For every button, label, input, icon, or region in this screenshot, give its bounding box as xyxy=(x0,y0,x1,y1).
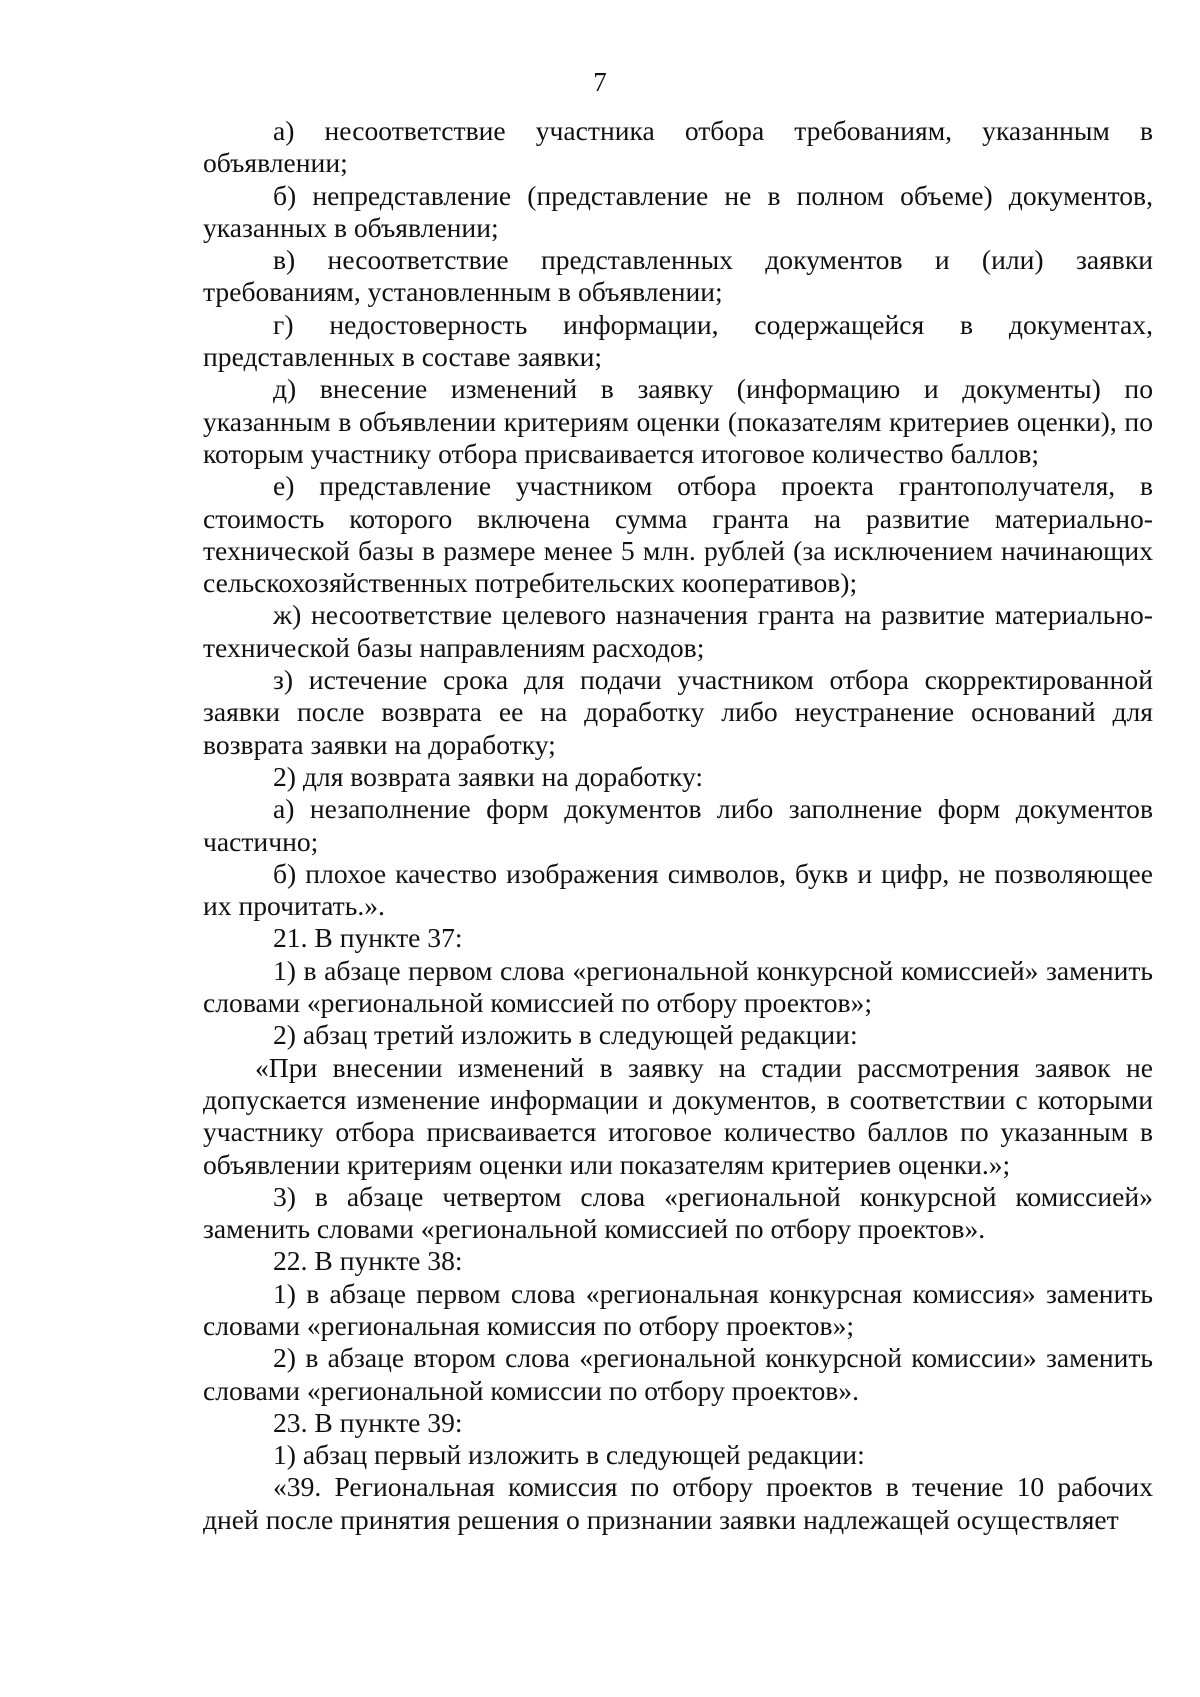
paragraph: д) внесение изменений в заявку (информацию и документы) по указанным в объявлении критериям оценки (показателям критериев оценки), по которым участнику отбора присваивается итоговое количество баллов; xyxy=(203,373,1153,469)
paragraph: б) непредставление (представление не в полном объеме) документов, указанных в объявлении; xyxy=(203,179,1153,243)
paragraph: ж) несоответствие целевого назначения гранта на развитие материально-технической базы направлениям расходов; xyxy=(203,599,1153,663)
paragraph: 22. В пункте 38: xyxy=(273,1245,463,1277)
paragraph: 2) в абзаце втором слова «региональной конкурсной комиссии» заменить словами «региональной комиссии по отбору проектов». xyxy=(203,1342,1153,1406)
paragraph: 1) в абзаце первом слова «региональной конкурсной комиссией» заменить словами «региональной комиссией по отбору проектов»; xyxy=(203,954,1153,1019)
paragraph: 1) абзац первый изложить в следующей редакции: xyxy=(273,1439,865,1471)
paragraph: а) несоответствие участника отбора требованиям, указанным в объявлении; xyxy=(203,115,1153,179)
paragraph: б) плохое качество изображения символов, букв и цифр, не позволяющее их прочитать.». xyxy=(203,857,1153,922)
paragraph: 1) в абзаце первом слова «региональная конкурсная комиссия» заменить словами «региональная комиссия по отбору проектов»; xyxy=(203,1277,1153,1341)
paragraph: 23. В пункте 39: xyxy=(273,1406,463,1438)
paragraph: а) незаполнение форм документов либо заполнение форм документов частично; xyxy=(203,793,1153,857)
paragraph: 21. В пункте 37: xyxy=(273,922,463,954)
paragraph: г) недостоверность информации, содержащейся в документах, представленных в составе заявки; xyxy=(203,308,1153,373)
quoted-paragraph: «При внесении изменений в заявку на стадии рассмотрения заявок не допускается изменение информации и документов, в соответствии с которыми участнику отбора присваивается итоговое количество баллов по указанным в объявлении критериям оценки или показателям критериев оценки.»; xyxy=(203,1051,1153,1180)
paragraph: в) несоответствие представленных документов и (или) заявки требованиям, установленным в объявлении; xyxy=(203,244,1153,308)
paragraph: з) истечение срока для подачи участником отбора скорректированной заявки после возврата ее на доработку либо неустранение оснований для возврата заявки на доработку; xyxy=(203,664,1153,760)
document-body xyxy=(203,115,1153,1536)
page-number: 7 xyxy=(593,67,607,97)
paragraph: 2) для возврата заявки на доработку: xyxy=(273,760,704,792)
paragraph: е) представление участником отбора проекта грантополучателя, в стоимость которого включена сумма гранта на развитие материально-технической базы в размере менее 5 млн. рублей (за исключением начинающих сельскохозяйственных потребительских кооперативов); xyxy=(203,470,1153,599)
paragraph: «39. Региональная комиссия по отбору проектов в течение 10 рабочих дней после принятия решения о признании заявки надлежащей осуществляет xyxy=(203,1471,1153,1535)
paragraph: 3) в абзаце четвертом слова «региональной конкурсной комиссией» заменить словами «региональной комиссией по отбору проектов». xyxy=(203,1180,1153,1245)
paragraph: 2) абзац третий изложить в следующей редакции: xyxy=(273,1019,858,1051)
